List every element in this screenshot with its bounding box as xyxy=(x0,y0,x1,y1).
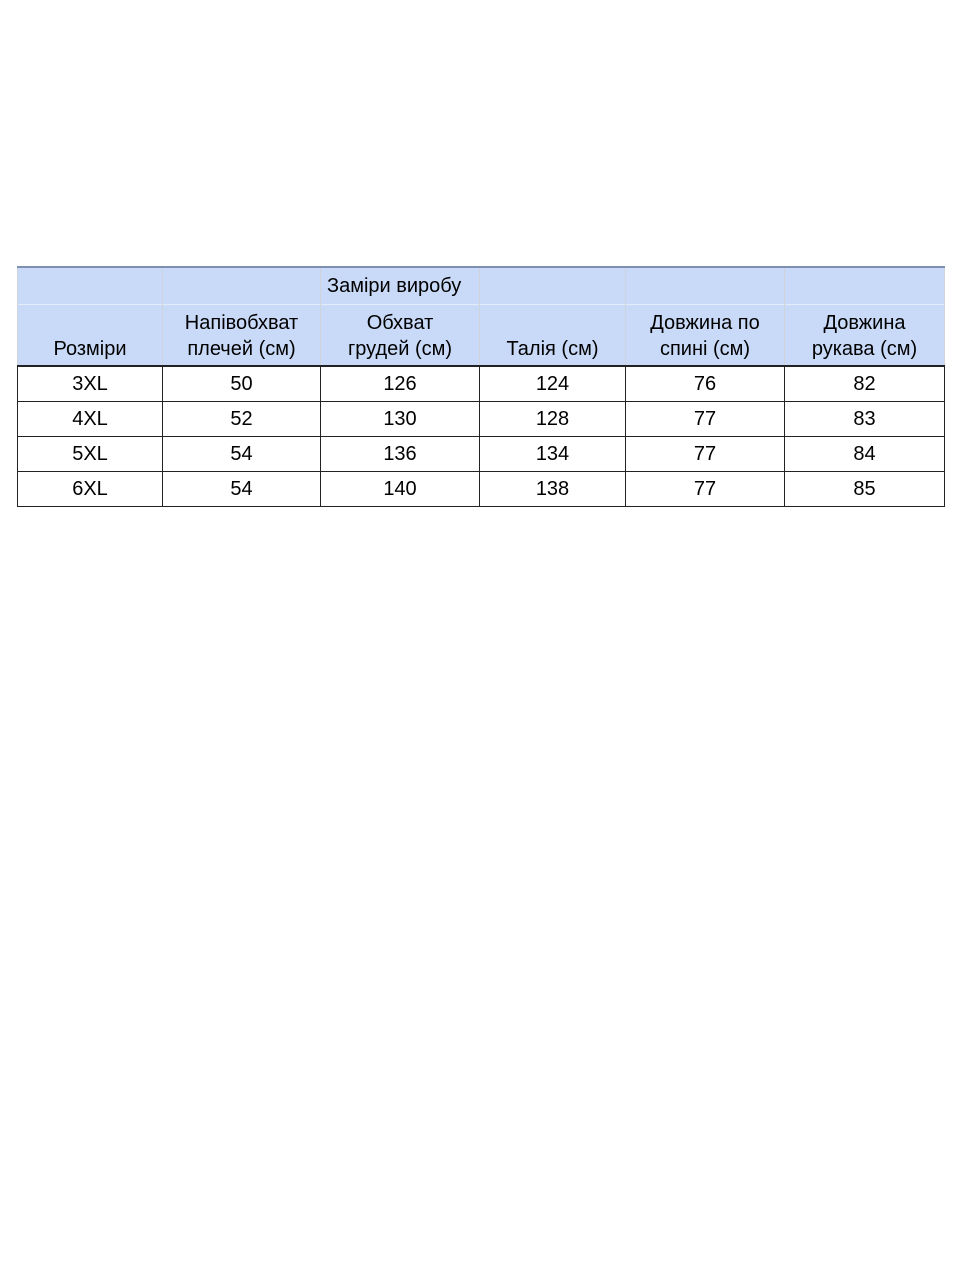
header-label: Напівобхват плечей (см) xyxy=(184,312,299,360)
header-waist xyxy=(480,304,626,366)
table-row xyxy=(18,366,945,401)
cell-waist: 134 xyxy=(480,436,626,471)
header-back-length xyxy=(626,304,785,366)
cell-back-length: 77 xyxy=(626,471,785,506)
size-chart xyxy=(17,266,944,511)
cell-back-length: 76 xyxy=(626,366,785,401)
table-title: Заміри виробу xyxy=(321,267,480,304)
cell-back-length: 77 xyxy=(626,401,785,436)
cell-sleeve-length: 84 xyxy=(785,436,945,471)
cell-chest: 126 xyxy=(321,366,480,401)
header-label: Розміри xyxy=(53,338,127,360)
super-header-cell xyxy=(785,267,945,304)
header-sizes xyxy=(18,304,163,366)
cell-waist: 128 xyxy=(480,401,626,436)
cell-chest: 136 xyxy=(321,436,480,471)
cell-sleeve-length: 85 xyxy=(785,471,945,506)
cell-shoulders: 50 xyxy=(163,366,321,401)
super-header-cell xyxy=(626,267,785,304)
cell-size: 6XL xyxy=(18,471,163,506)
size-table xyxy=(17,266,945,507)
table-header-row xyxy=(18,304,945,366)
sheet-gridline-tail xyxy=(17,507,944,511)
header-label: Довжина по спині (см) xyxy=(650,312,760,360)
cell-back-length: 77 xyxy=(626,436,785,471)
cell-size: 5XL xyxy=(18,436,163,471)
cell-sleeve-length: 83 xyxy=(785,401,945,436)
header-label: Обхват грудей (см) xyxy=(347,312,453,360)
cell-waist: 124 xyxy=(480,366,626,401)
table-row xyxy=(18,436,945,471)
header-label: Довжина рукава (см) xyxy=(811,312,918,360)
header-shoulders xyxy=(163,304,321,366)
super-header-cell xyxy=(18,267,163,304)
cell-size: 4XL xyxy=(18,401,163,436)
cell-shoulders: 54 xyxy=(163,471,321,506)
table-super-header xyxy=(18,267,945,304)
header-sleeve-length xyxy=(785,304,945,366)
cell-sleeve-length: 82 xyxy=(785,366,945,401)
cell-size: 3XL xyxy=(18,366,163,401)
header-chest xyxy=(321,304,480,366)
header-label: Талія (см) xyxy=(506,338,599,360)
super-header-cell xyxy=(163,267,321,304)
cell-chest: 140 xyxy=(321,471,480,506)
table-row xyxy=(18,401,945,436)
cell-shoulders: 54 xyxy=(163,436,321,471)
cell-shoulders: 52 xyxy=(163,401,321,436)
cell-waist: 138 xyxy=(480,471,626,506)
cell-chest: 130 xyxy=(321,401,480,436)
super-header-cell xyxy=(480,267,626,304)
table-row xyxy=(18,471,945,506)
